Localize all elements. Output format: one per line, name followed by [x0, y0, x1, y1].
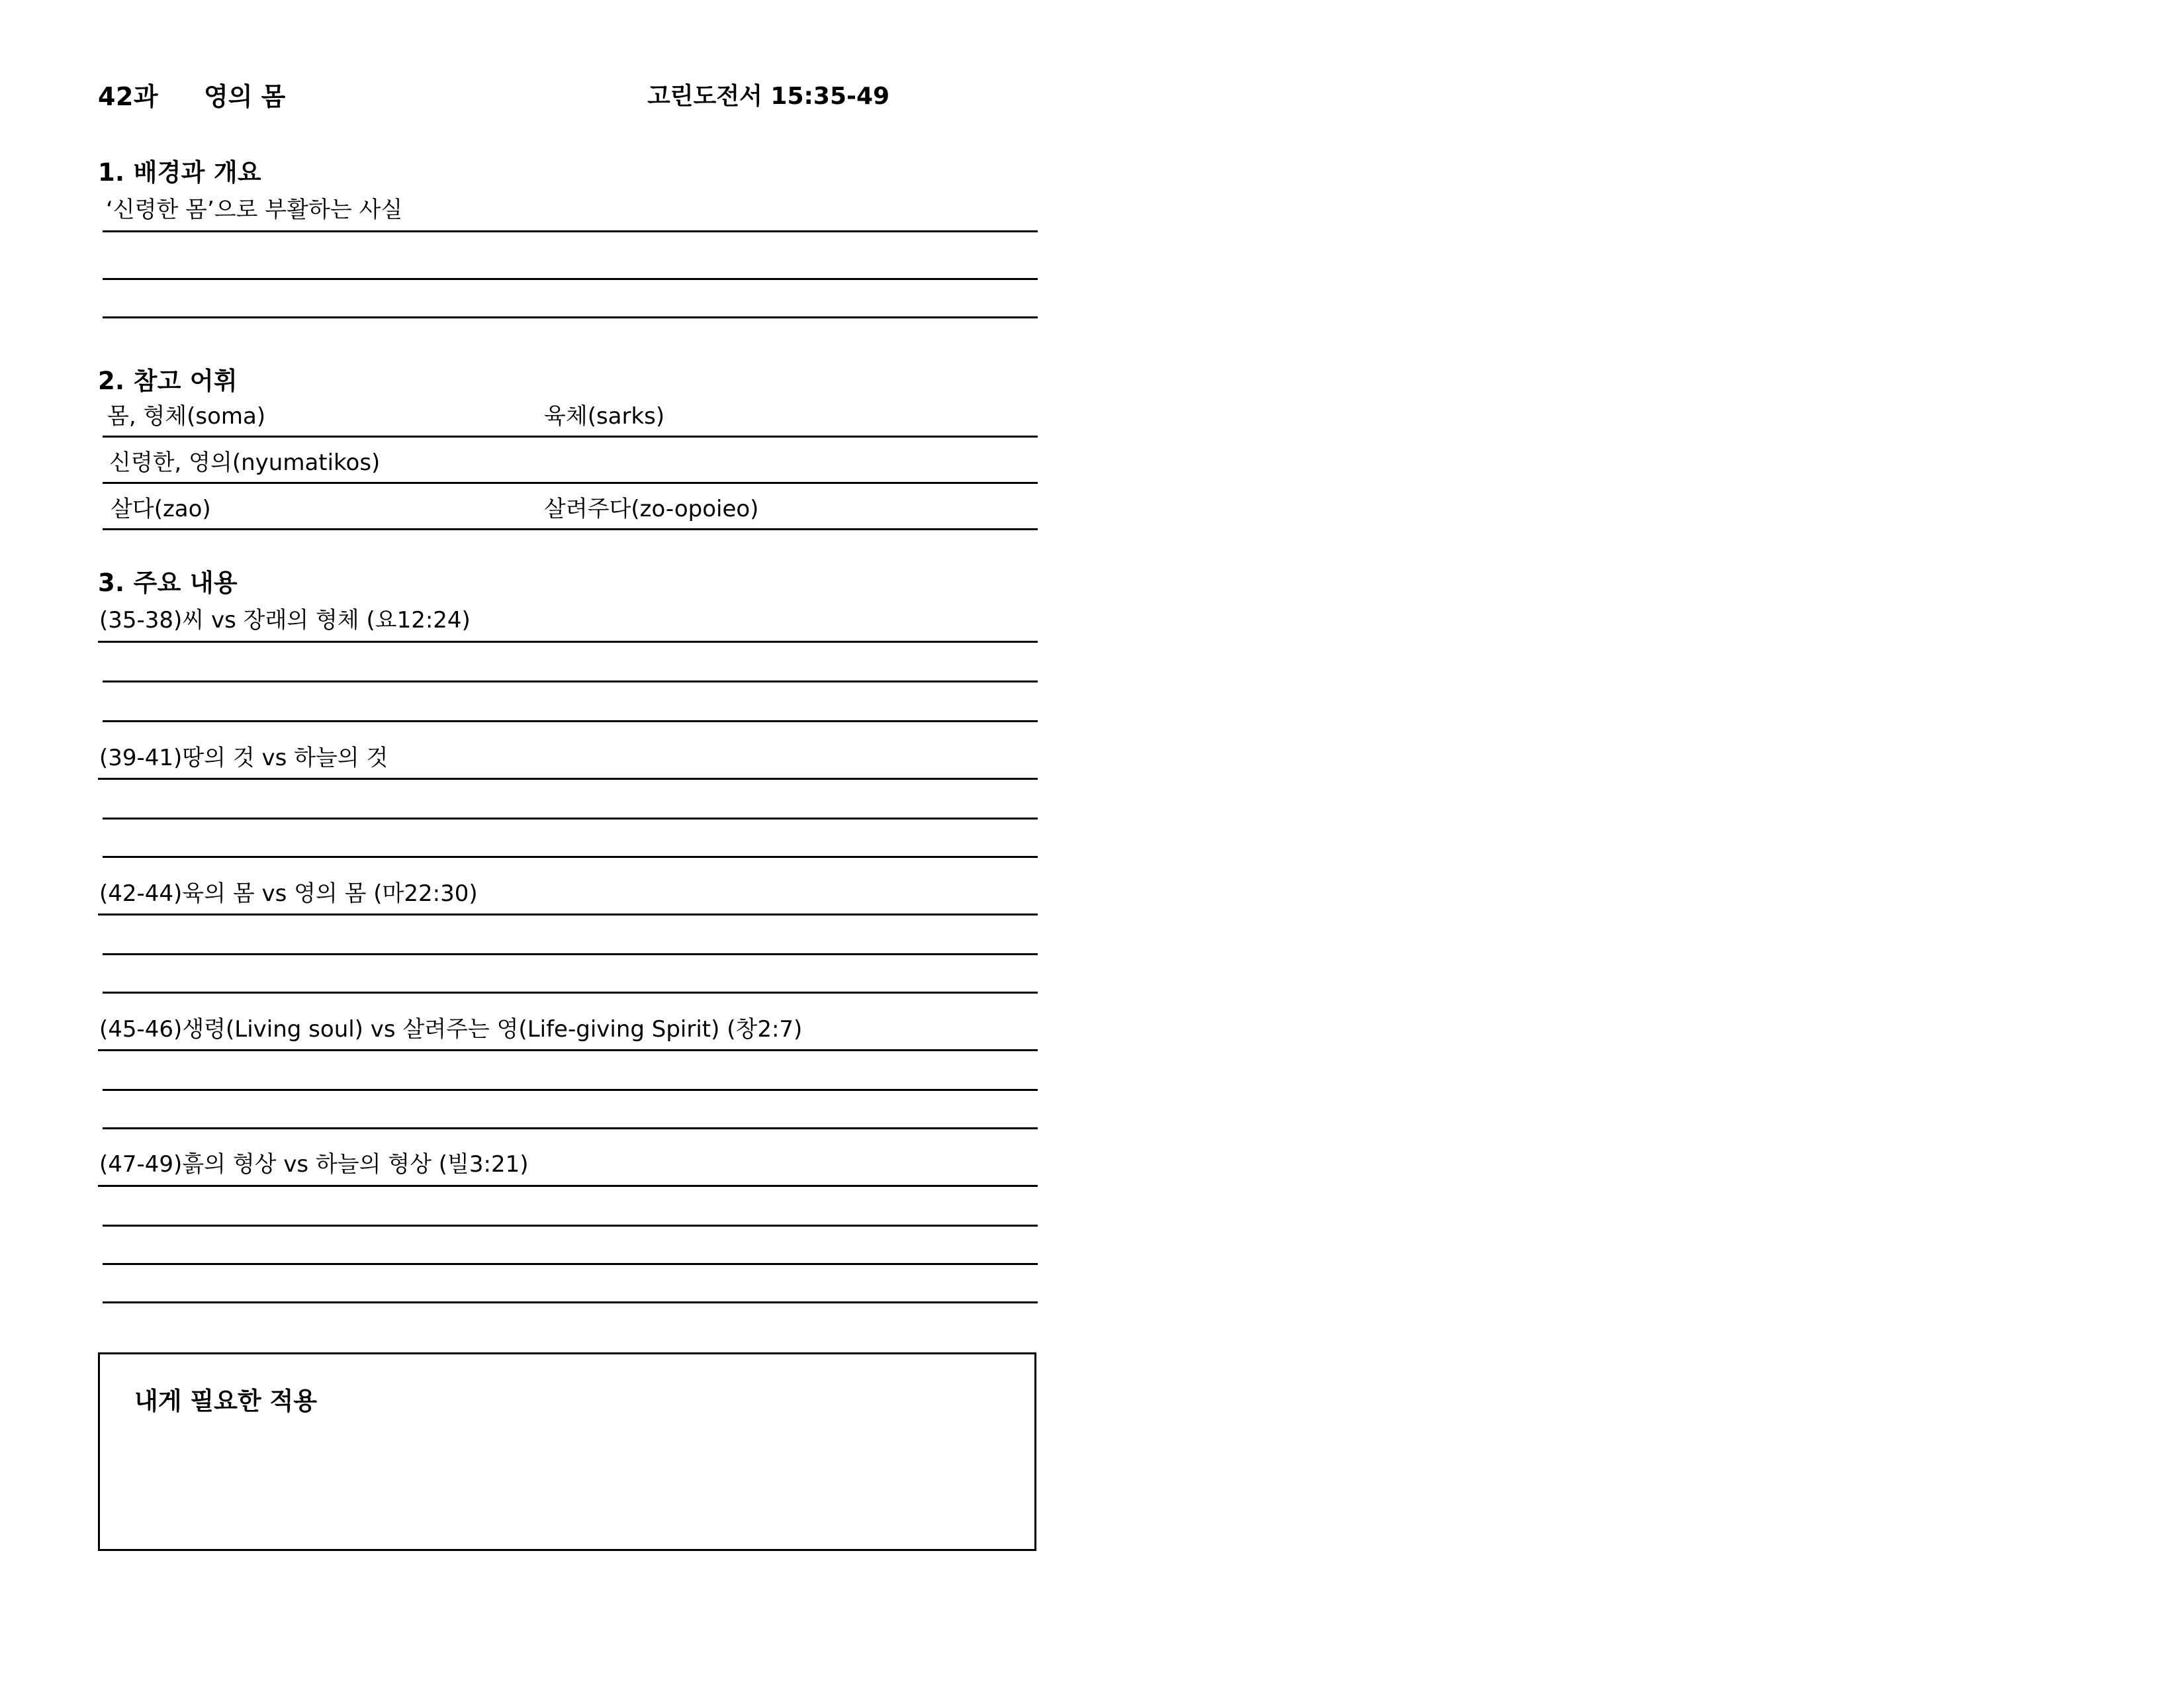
- write-line[interactable]: [103, 818, 1038, 820]
- write-line[interactable]: [103, 720, 1038, 722]
- write-line[interactable]: [103, 953, 1038, 955]
- main-point-4: (45-46)생령(Living soul) vs 살려주는 영(Life-giving Spirit) (창2:7): [99, 1016, 803, 1043]
- section-3-heading: 3. 주요 내용: [98, 569, 238, 597]
- application-box[interactable]: [98, 1352, 1036, 1551]
- main-point-3: (42-44)육의 몸 vs 영의 몸 (마22:30): [99, 880, 478, 907]
- vocab-3-left: 살다(zao): [111, 496, 211, 522]
- write-line[interactable]: [103, 1225, 1038, 1227]
- write-line[interactable]: [103, 316, 1038, 318]
- write-line[interactable]: [103, 1263, 1038, 1265]
- write-line[interactable]: [98, 1185, 1038, 1187]
- main-point-5: (47-49)흙의 형상 vs 하늘의 형상 (빌3:21): [99, 1151, 529, 1178]
- write-line[interactable]: [103, 1089, 1038, 1091]
- lesson-number: 42과: [98, 82, 159, 111]
- write-line[interactable]: [103, 1301, 1038, 1303]
- vocab-3-right: 살려주다(zo-opoieo): [544, 496, 759, 522]
- write-line[interactable]: [103, 482, 1038, 484]
- write-line[interactable]: [98, 778, 1038, 780]
- write-line[interactable]: [103, 856, 1038, 858]
- section-1-heading: 1. 배경과 개요: [98, 158, 261, 187]
- page-header: [98, 76, 1091, 109]
- section-1-entry-1: ‘신령한 몸’으로 부활하는 사실: [106, 197, 403, 223]
- write-line[interactable]: [103, 278, 1038, 280]
- write-line[interactable]: [103, 1127, 1038, 1129]
- write-line[interactable]: [103, 436, 1038, 438]
- write-line[interactable]: [103, 680, 1038, 682]
- main-point-2: (39-41)땅의 것 vs 하늘의 것: [99, 745, 388, 771]
- write-line[interactable]: [103, 992, 1038, 994]
- write-line[interactable]: [103, 528, 1038, 530]
- vocab-1-left: 몸, 형체(soma): [107, 403, 266, 430]
- vocab-2-left: 신령한, 영의(nyumatikos): [109, 449, 381, 476]
- main-point-1: (35-38)씨 vs 장래의 형체 (요12:24): [99, 607, 471, 633]
- write-line[interactable]: [98, 1049, 1038, 1051]
- section-2-heading: 2. 참고 어휘: [98, 367, 238, 395]
- write-line[interactable]: [98, 914, 1038, 915]
- vocab-1-right: 육체(sarks): [544, 403, 665, 430]
- scripture-reference: 고린도전서 15:35-49: [647, 83, 890, 110]
- page-title: 영의 몸: [204, 82, 286, 111]
- write-line[interactable]: [98, 641, 1038, 643]
- write-line[interactable]: [103, 230, 1038, 232]
- application-label: 내게 필요한 적용: [134, 1387, 317, 1415]
